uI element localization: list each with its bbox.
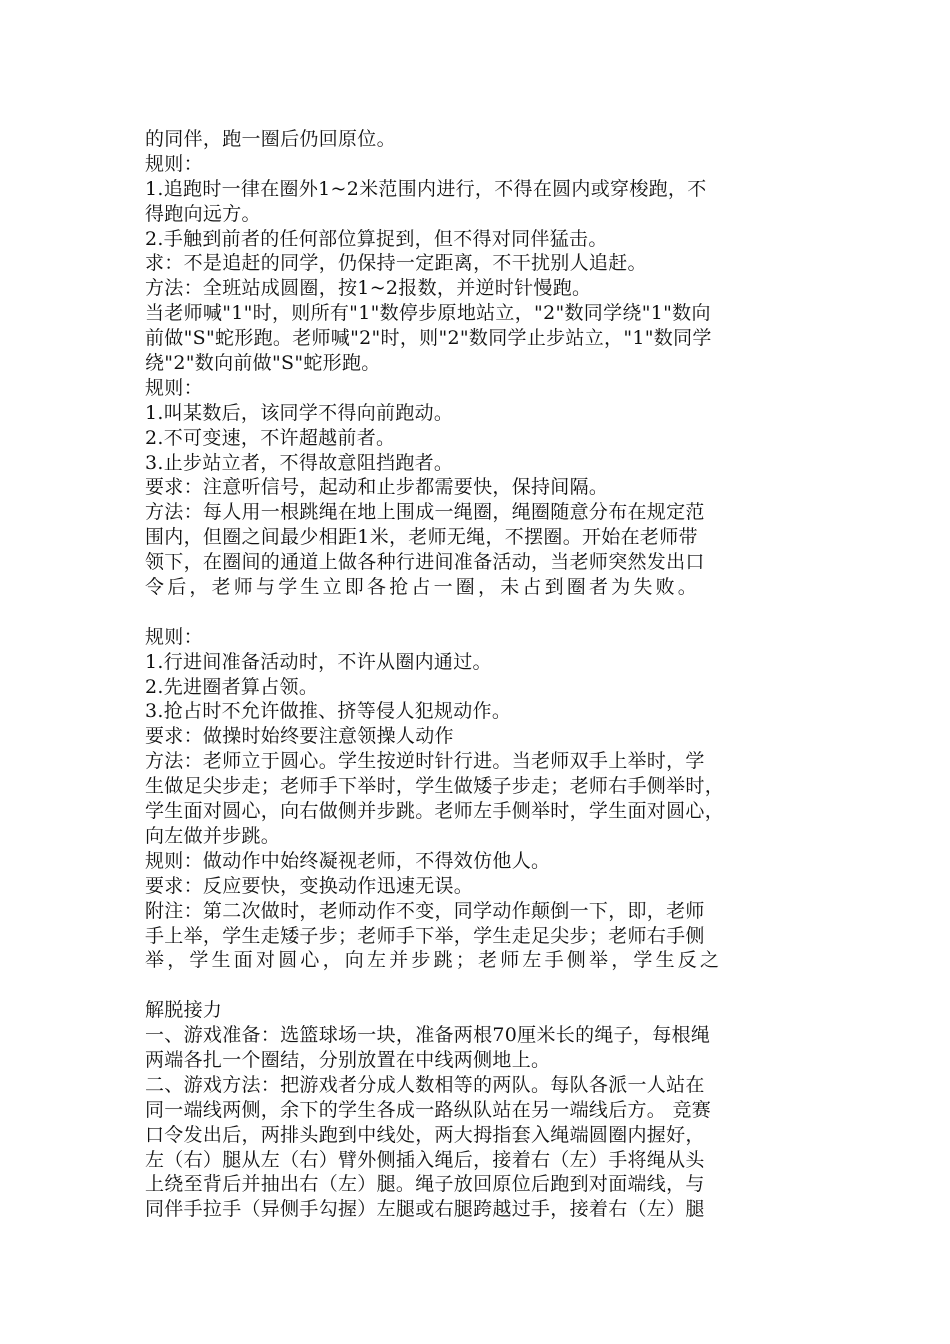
text-line: 同伴手拉手（异侧手勾握）左腿或右腿跨越过手，接着右（左）腿: [145, 1198, 705, 1221]
text-line: 2.不可变速，不许超越前者。: [145, 426, 396, 449]
blank-line: [145, 600, 810, 625]
text-line: 的同伴，跑一圈后仍回原位。: [145, 128, 396, 150]
text-line: 左（右）腿从左（右）臂外侧插入绳后，接着右（左）手将绳从头: [145, 1148, 705, 1171]
text-line: 同一端线两侧，余下的学生各成一路纵队站在另一端线后方。 竞赛: [145, 1098, 712, 1121]
text-line: 附注：第二次做时，老师动作不变，同学动作颠倒一下，即，老师: [145, 899, 705, 922]
text-line: 一、游戏准备：选篮球场一块，准备两根70厘米长的绳子，每根绳: [145, 1024, 711, 1047]
text-line: 要求：做操时始终要注意领操人动作: [145, 725, 454, 748]
text-line: 举，学生面对圆心，向左并步跳；老师左手侧举，学生反之: [145, 949, 723, 972]
text-line: 令后，老师与学生立即各抢占一圈，未占到圈者为失败。: [145, 576, 701, 599]
section-heading-rules: 规则：: [145, 625, 203, 648]
section-heading-relay: 解脱接力: [145, 999, 223, 1022]
text-line: 得跑向远方。: [145, 202, 261, 225]
text-line: 方法：老师立于圆心。学生按逆时针行进。当老师双手上举时，学: [145, 750, 705, 773]
text-line: 手上举，学生走矮子步；老师手下举，学生走足尖步；老师右手侧: [145, 924, 705, 947]
text-line: 向左做并步跳。: [145, 824, 281, 847]
text-line: 生做足尖步走；老师手下举时，学生做矮子步走；老师右手侧举时，: [145, 775, 725, 798]
document-body: [145, 127, 810, 1222]
text-line: 求：不是追赶的同学，仍保持一定距离，不干扰别人追赶。: [145, 252, 647, 275]
text-line: 领下，在圈间的通道上做各种行进间准备活动，当老师突然发出口: [145, 551, 705, 574]
section-heading-rules: 规则：: [145, 152, 203, 175]
text-line: 上绕至背后并抽出右（左）腿。绳子放回原位后跑到对面端线，与: [145, 1173, 705, 1196]
text-line: 前做"S"蛇形跑。老师喊"2"时，则"2"数同学止步站立，"1"数同学: [145, 327, 712, 350]
text-line: 1.叫某数后，该同学不得向前跑动。: [145, 401, 454, 424]
section-heading-rules: 规则：: [145, 376, 203, 399]
text-line: 1.行进间准备活动时，不许从圈内通过。: [145, 650, 492, 673]
blank-line: [145, 973, 810, 998]
text-line: 2.先进圈者算占领。: [145, 675, 319, 698]
text-line: 3.抢占时不允许做推、挤等侵人犯规动作。: [145, 700, 512, 723]
text-line: 要求：反应要快，变换动作迅速无误。: [145, 874, 474, 897]
text-line: 规则：做动作中始终凝视老师，不得效仿他人。: [145, 849, 551, 872]
text-line: 口令发出后，两排头跑到中线处，两大拇指套入绳端圆圈内握好，: [145, 1123, 705, 1146]
text-line: 学生面对圆心，向右做侧并步跳。老师左手侧举时，学生面对圆心，: [145, 800, 725, 823]
text-line: 1.追跑时一律在圈外1~2米范围内进行，不得在圆内或穿梭跑，不: [145, 177, 707, 200]
text-line: 两端各扎一个圈结，分别放置在中线两侧地上。: [145, 1048, 551, 1071]
text-line: 要求：注意听信号，起动和止步都需要快，保持间隔。: [145, 476, 609, 499]
text-line: 2.手触到前者的任何部位算捉到，但不得对同伴猛击。: [145, 227, 608, 250]
text-line: 方法：全班站成圆圈，按1~2报数，并逆时针慢跑。: [145, 277, 592, 300]
text-line: 围内，但圈之间最少相距1米，老师无绳，不摆圈。开始在老师带: [145, 526, 698, 549]
text-line: 二、游戏方法：把游戏者分成人数相等的两队。每队各派一人站在: [145, 1073, 705, 1096]
text-line: 绕"2"数向前做"S"蛇形跑。: [145, 352, 381, 375]
text-line: 方法：每人用一根跳绳在地上围成一绳圈，绳圈随意分布在规定范: [145, 501, 705, 524]
text-line: 当老师喊"1"时，则所有"1"数停步原地站立，"2"数同学绕"1"数向: [145, 302, 711, 325]
text-line: 3.止步站立者，不得故意阻挡跑者。: [145, 451, 454, 474]
